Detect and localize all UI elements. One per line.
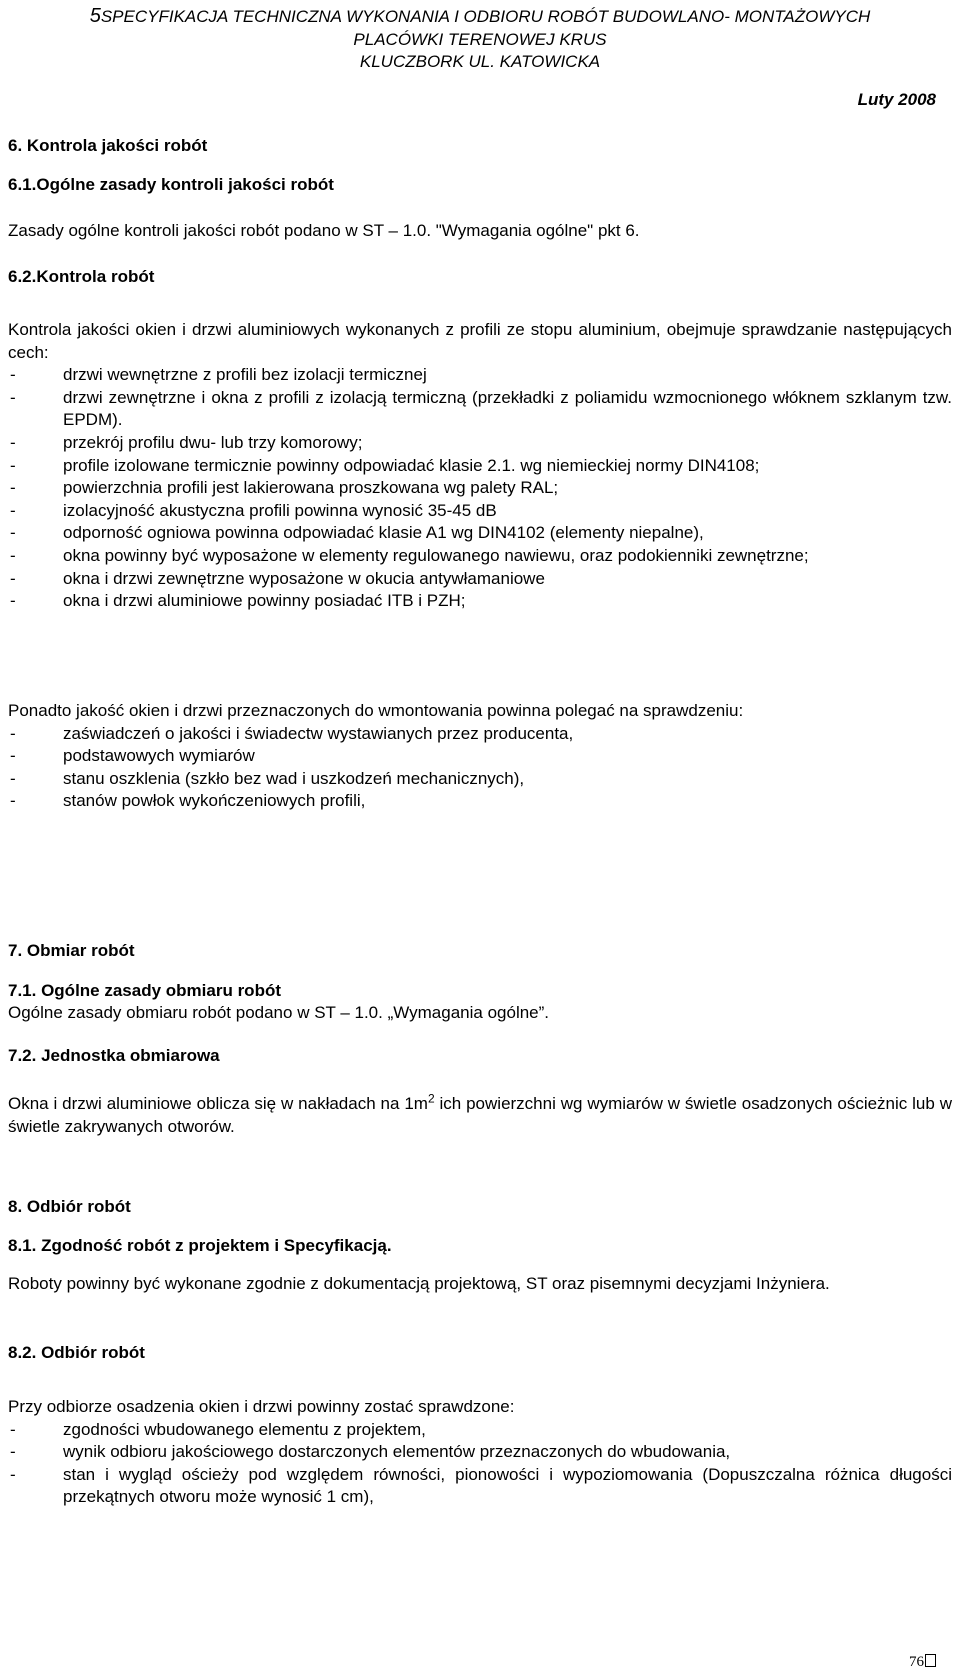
list-item: - stanu oszklenia (szkło bez wad i uszkodzeń mechanicznych), (8, 768, 952, 791)
list-item: - drzwi wewnętrzne z profili bez izolacji termicznej (8, 364, 952, 387)
list-item: - odporność ogniowa powinna odpowiadać klasie A1 wg DIN4102 (elementy niepalne), (8, 522, 952, 545)
page-number-text: 76 (909, 1654, 924, 1670)
list-item: - przekrój profilu dwu- lub trzy komorowy; (8, 432, 952, 455)
section-6-2-body-2 (8, 700, 952, 813)
section-6-2-para2: Ponadto jakość okien i drzwi przeznaczonych do wmontowania powinna polegać na sprawdzeniu: (8, 701, 744, 720)
list-item: - powierzchnia profili jest lakierowana proszkowana wg palety RAL; (8, 477, 952, 500)
header-number: 5 (89, 5, 101, 27)
list-item: - izolacyjność akustyczna profili powinna wynosić 35-45 dB (8, 500, 952, 523)
section-8-2-heading: 8.2. Odbiór robót (8, 1343, 145, 1362)
section-7-2-text-b: ich powierzchni wg wymiarów w świetle osadzonych ościeżnic lub w świetle zakrywanych otworów. (8, 1094, 952, 1136)
header-line-1 (0, 6, 960, 27)
section-6-2-heading: 6.2.Kontrola robót (8, 267, 155, 286)
list-item: - podstawowych wymiarów (8, 745, 952, 768)
section-6-2-list (8, 364, 952, 613)
list-item: - stan i wygląd ościeży pod względem równości, pionowości i wypoziomowania (Dopuszczalna różnica długości przekątnych otworu może wynosić 1 cm), (8, 1464, 952, 1509)
section-6-1-heading: 6.1.Ogólne zasady kontroli jakości robót (8, 175, 334, 194)
section-8-2-intro: Przy odbiorze osadzenia okien i drzwi powinny zostać sprawdzone: (8, 1397, 515, 1416)
section-8-heading: 8. Odbiór robót (8, 1197, 131, 1216)
header-title: SPECYFIKACJA TECHNICZNA WYKONANIA I ODBIORU ROBÓT BUDOWLANO- MONTAŻOWYCH (100, 7, 871, 26)
superscript-two: 2 (427, 1091, 435, 1106)
page-number (909, 1654, 936, 1671)
list-item: - zaświadczeń o jakości i świadectw wystawianych przez producenta, (8, 723, 952, 746)
section-6-1-text: Zasady ogólne kontroli jakości robót podano w ST – 1.0. "Wymagania ogólne" pkt 6. (8, 221, 640, 240)
section-6-heading: 6. Kontrola jakości robót (8, 136, 208, 155)
list-item: - profile izolowane termicznie powinny odpowiadać klasie 2.1. wg niemieckiej normy DIN4108; (8, 455, 952, 478)
header-line-2: PLACÓWKI TERENOWEJ KRUS (353, 30, 607, 49)
section-7-1-heading: 7.1. Ogólne zasady obmiaru robót (8, 981, 281, 1000)
section-7-2-heading: 7.2. Jednostka obmiarowa (8, 1046, 220, 1065)
header-line-3: KLUCZBORK UL. KATOWICKA (359, 52, 601, 71)
section-6-2-intro: Kontrola jakości okien i drzwi aluminiowych wykonanych z profili ze stopu aluminium, obejmuje sprawdzanie następujących cech: (8, 320, 952, 362)
list-item: - zgodności wbudowanego elementu z projektem, (8, 1419, 952, 1442)
section-7-heading: 7. Obmiar robót (8, 941, 135, 960)
header-date: Luty 2008 (857, 90, 936, 109)
list-item: - okna powinny być wyposażone w elementy regulowanego nawiewu, oraz podokienniki zewnętrzne; (8, 545, 952, 568)
section-6-2-body (8, 319, 952, 613)
section-8-1-heading: 8.1. Zgodność robót z projektem i Specyfikacją. (8, 1236, 392, 1255)
list-item: - okna i drzwi aluminiowe powinny posiadać ITB i PZH; (8, 590, 952, 613)
section-8-2-list (8, 1419, 952, 1509)
section-8-1-text: Roboty powinny być wykonane zgodnie z dokumentacją projektową, ST oraz pisemnymi decyzjami Inżyniera. (8, 1274, 830, 1293)
list-item: - okna i drzwi zewnętrzne wyposażone w okucia antywłamaniowe (8, 568, 952, 591)
section-8-2-body (8, 1396, 952, 1509)
section-7-1-text: Ogólne zasady obmiaru robót podano w ST – 1.0. „Wymagania ogólne”. (8, 1003, 550, 1022)
section-6-2-list-2 (8, 723, 952, 813)
list-item: - stanów powłok wykończeniowych profili, (8, 790, 952, 813)
missing-glyph-box (925, 1654, 936, 1667)
section-7-2-text-a: Okna i drzwi aluminiowe oblicza się w nakładach na 1m (8, 1094, 428, 1113)
list-item: - drzwi zewnętrzne i okna z profili z izolacją termiczną (przekładki z poliamidu wzmocnionego włóknem szklanym tzw. EPDM). (8, 387, 952, 432)
list-item: - wynik odbioru jakościowego dostarczonych elementów przeznaczonych do wbudowania, (8, 1441, 952, 1464)
section-7-2-text (8, 1093, 952, 1138)
